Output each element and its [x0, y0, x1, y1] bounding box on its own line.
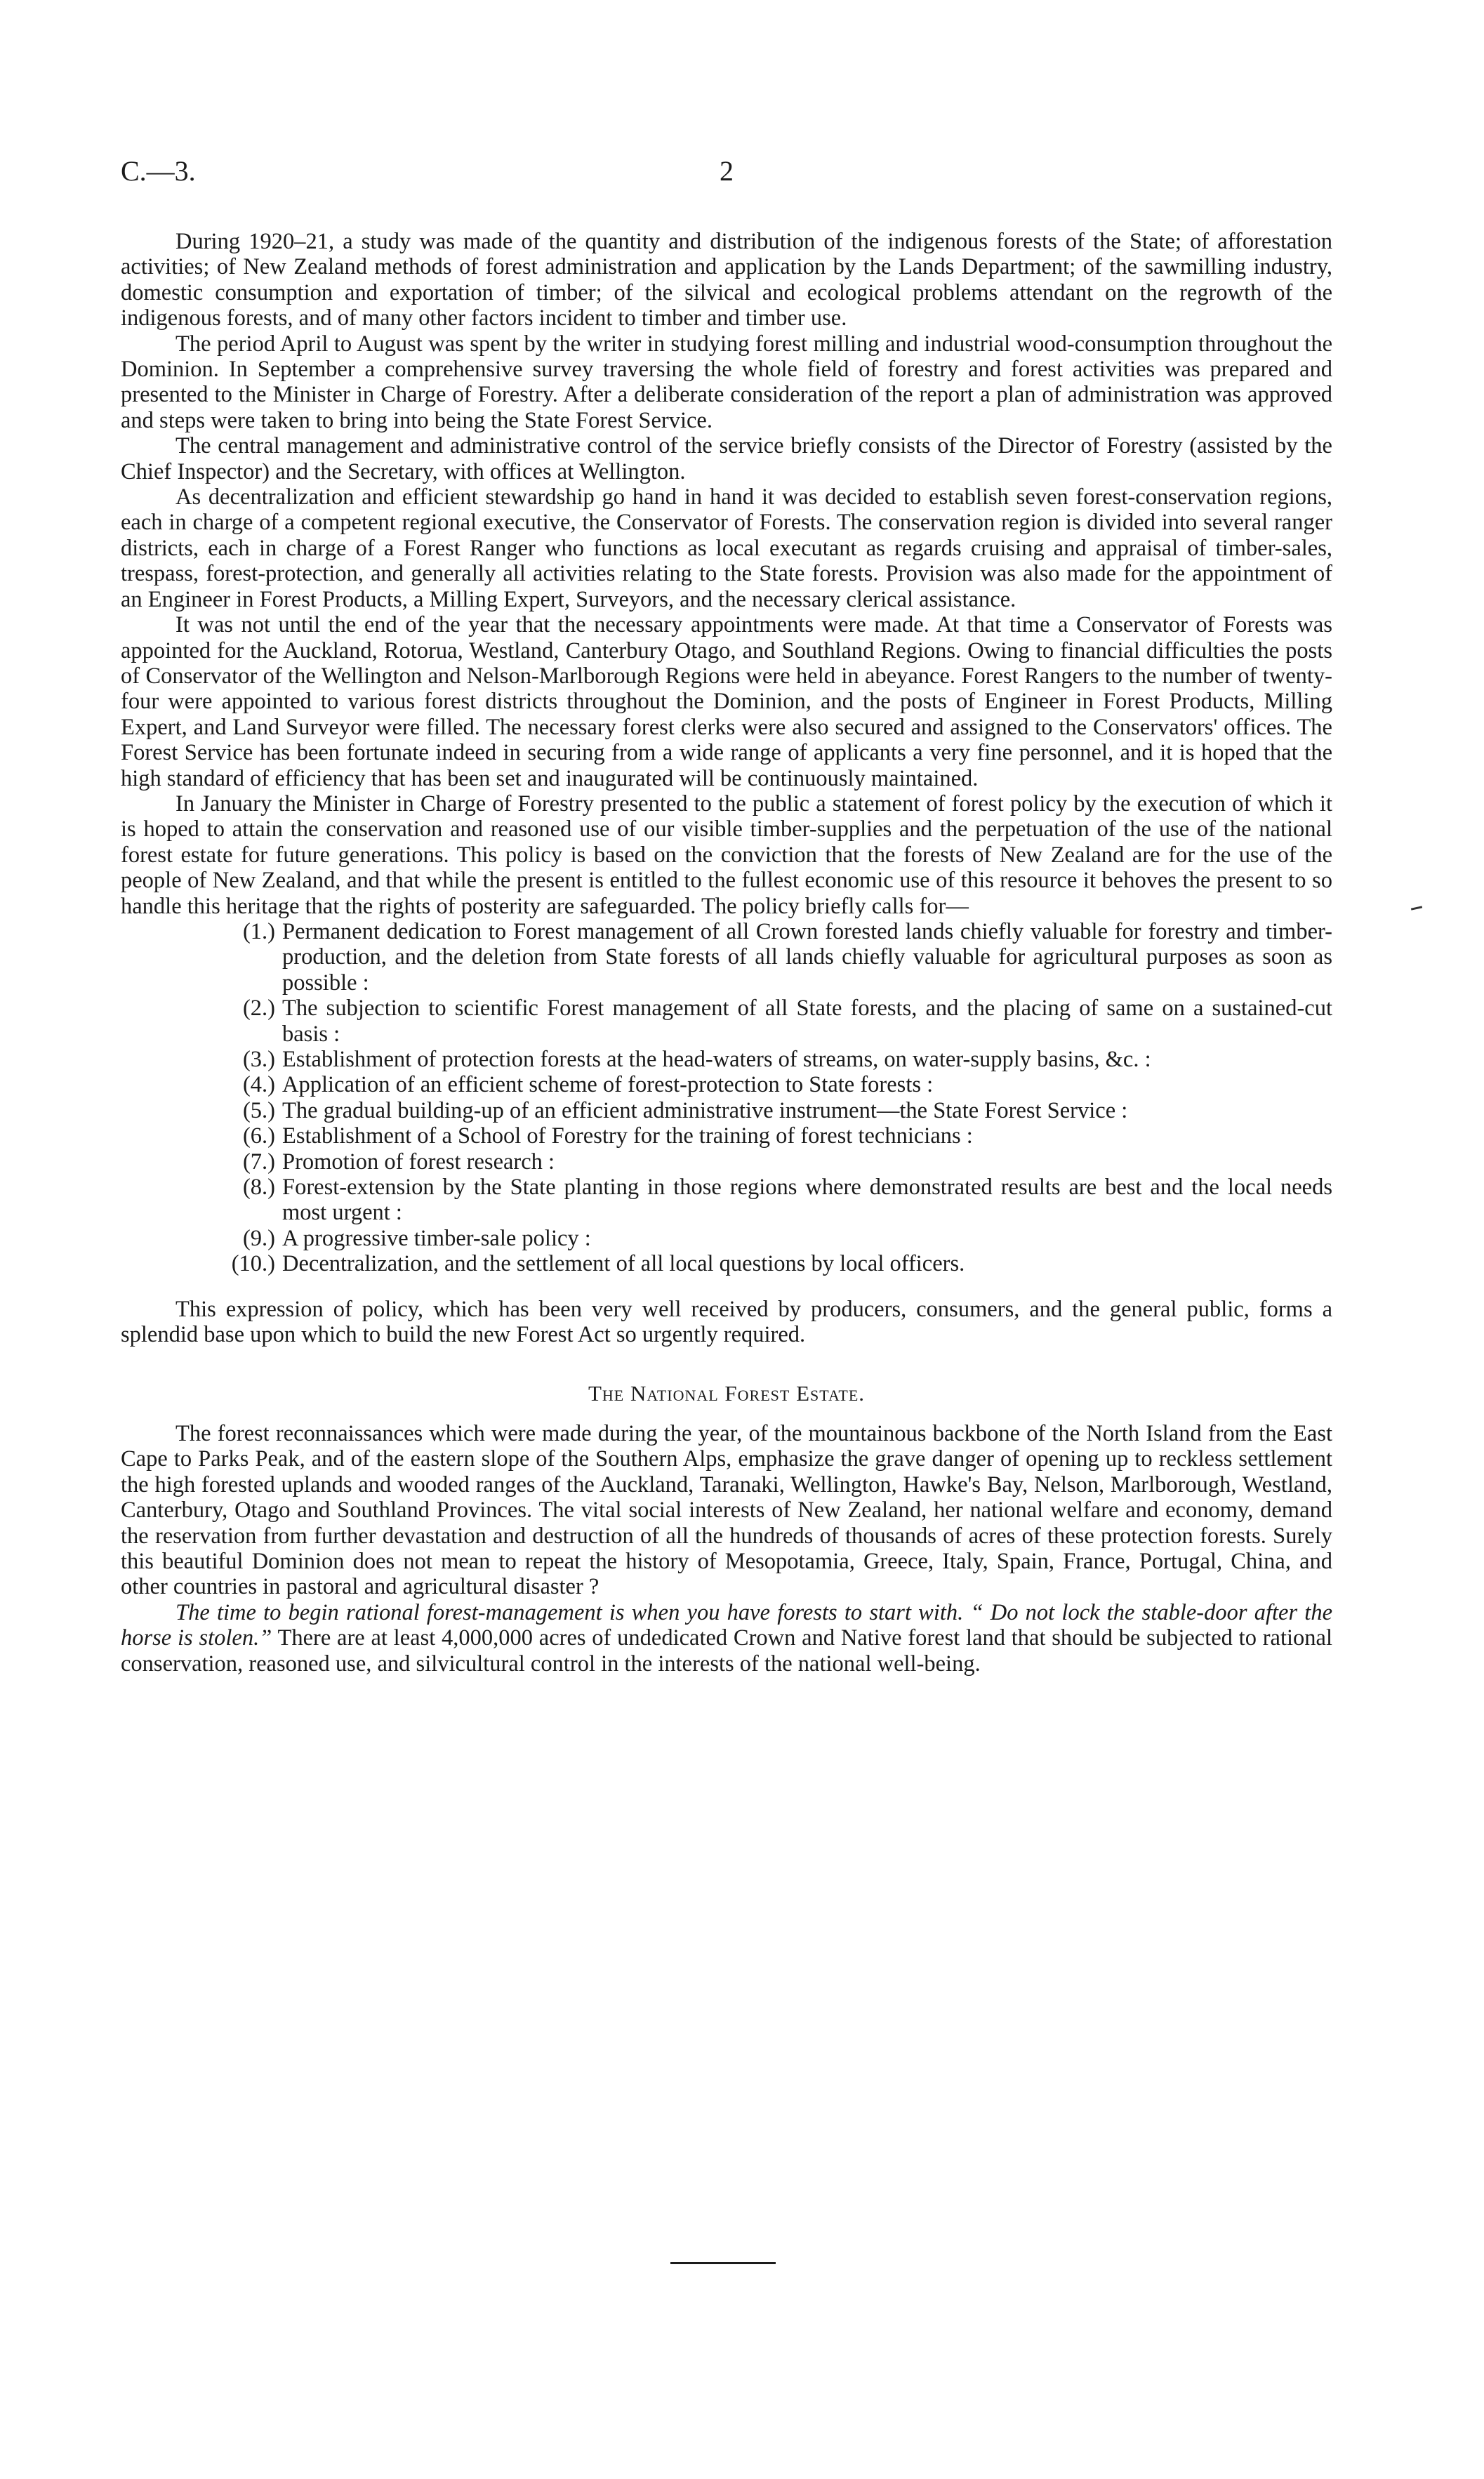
list-item — [121, 1047, 1332, 1072]
paragraph-reconnaissances: The forest reconnaissances which were made during the year, of the mountainous backbone of the North Island from the East Cape to Parks Peak, and of the eastern slope of the Southern Alps, emphasize the grave danger of opening up to reckless settlement the high forested uplands and wooded ranges of the Auckland, Taranaki, Wellington, Hawke's Bay, Nelson, Marlborough, Westland, Canterbury, Otago and Southland Provinces. The vital social interests of New Zealand, her national welfare and economy, demand the reservation from further devastation and destruction of all the hundreds of thousands of acres of these protection forests. Surely this beautiful Dominion does not mean to repeat the history of Mesopotamia, Greece, Italy, Spain, France, Portugal, China, and other countries in pastoral and agricultural disaster ? — [121, 1420, 1332, 1600]
paragraph-policy-conclusion: This expression of policy, which has been very well received by producers, consumers, and the general public, forms a splendid base upon which to build the new Forest Act so urgently required. — [121, 1296, 1332, 1348]
paragraph-rest: There are at least 4,000,000 acres of undedicated Crown and Native forest land that should be subjected to rational conservation, reasoned use, and silvicultural control in the interests of the national well-being. — [121, 1625, 1332, 1677]
list-item-number: (1.) — [242, 918, 275, 944]
paragraph-decentralization: As decentralization and efficient stewardship go hand in hand it was decided to establish seven forest-conservation regions, each in charge of a competent regional executive, the Conservator of Forests. The conservation region is divided into several ranger districts, each in charge of a Forest Ranger who functions as local executant as regards cruising and appraisal of timber-sales, trespass, forest-protection, and generally all activities relating to the State forests. Provision was also made for the appointment of an Engineer in Forest Products, a Milling Expert, Surveyors, and the necessary clerical assistance. — [121, 484, 1332, 612]
list-item-number: (8.) — [242, 1175, 275, 1201]
list-item-number: (10.) — [231, 1251, 275, 1277]
paragraph-appointments: It was not until the end of the year that the necessary appointments were made. At that time a Conservator of Forests was appointed for the Auckland, Rotorua, Westland, Canterbury Otago, and Southland Regions. Owing to financial difficulties the posts of Conservator of the Wellington and Nelson-Marlborough Regions were held in abeyance. Forest Rangers to the number of twenty-four were appointed to various forest districts throughout the Dominion, and the posts of Engineer in Forest Products, Milling Expert, and Land Surveyor were filled. The necessary forest clerks were also secured and assigned to the Conservators' offices. The Forest Service has been fortunate indeed in securing from a wide range of applicants a very fine personnel, and it is hoped that the high standard of efficiency that has been set and inaugurated will be continuously maintained. — [121, 612, 1332, 791]
italic-quote: The time to begin rational forest-management is when you have forests to start with. “ Do not lock the stable-door after the horse is stolen.” — [121, 1599, 1332, 1651]
list-item-text: A progressive timber-sale policy : — [282, 1225, 591, 1251]
document-reference: C.—3. — [121, 155, 196, 187]
list-item-text: The gradual building-up of an efficient administrative instrument—the State Forest Service : — [282, 1097, 1128, 1123]
page-header — [121, 154, 1332, 197]
document-body — [121, 229, 1332, 1677]
list-item-text: The subjection to scientific Forest management of all State forests, and the placing of same on a sustained-cut basis : — [282, 996, 1332, 1047]
list-item-text: Promotion of forest research : — [282, 1149, 555, 1175]
section-heading: The National Forest Estate. — [588, 1381, 866, 1406]
list-item-number: (5.) — [242, 1097, 275, 1123]
list-item — [121, 1072, 1332, 1097]
list-item-text: Permanent dedication to Forest management of all Crown forested lands chiefly valuable for forestry and timber-production, and the deletion from State forests of all lands chiefly valuable for agricultural purposes as soon as possible : — [282, 918, 1332, 996]
list-item — [121, 1098, 1332, 1123]
paragraph-central-management: The central management and administrative control of the service briefly consists of the Director of Forestry (assisted by the Chief Inspector) and the Secretary, with offices at Wellington. — [121, 433, 1332, 484]
list-item — [121, 1226, 1332, 1251]
list-item — [121, 996, 1332, 1047]
list-item — [121, 1149, 1332, 1175]
margin-mark — [1411, 906, 1422, 910]
list-item — [121, 1123, 1332, 1149]
list-item-number: (3.) — [242, 1047, 275, 1072]
end-rule — [670, 2262, 776, 2264]
list-item-number: (7.) — [242, 1149, 275, 1175]
policy-list — [121, 919, 1332, 1277]
list-item-text: Establishment of protection forests at the head-waters of streams, on water-supply basins, &c. : — [282, 1047, 1151, 1072]
list-item-number: (2.) — [242, 996, 275, 1022]
list-item-text: Application of an efficient scheme of forest-protection to State forests : — [282, 1072, 934, 1098]
page-number: 2 — [720, 155, 734, 187]
list-item-text: Forest-extension by the State planting in those regions where demonstrated results are best and the local needs most urgent : — [282, 1175, 1332, 1226]
list-item — [121, 919, 1332, 996]
paragraph-study-1920: During 1920–21, a study was made of the quantity and distribution of the indigenous forests of the State; of afforestation activities; of New Zealand methods of forest administration and application by the Lands Department; of the sawmilling industry, domestic consumption and exportation of timber; of the silvical and ecological problems attendant on the regrowth of the indigenous forests, and of many other factors incident to timber and timber use. — [121, 229, 1332, 331]
paragraph-april-august: The period April to August was spent by the writer in studying forest milling and industrial wood-consumption throughout the Dominion. In September a comprehensive survey traversing the whole field of forestry and forest activities was prepared and presented to the Minister in Charge of Forestry. After a deliberate consideration of the report a plan of administration was approved and steps were taken to bring into being the State Forest Service. — [121, 331, 1332, 433]
list-item-number: (9.) — [242, 1225, 275, 1251]
paragraph-rational-management — [121, 1600, 1332, 1677]
list-item — [121, 1175, 1332, 1226]
list-item — [121, 1251, 1332, 1276]
paragraph-forest-policy: In January the Minister in Charge of Forestry presented to the public a statement of forest policy by the execution of which it is hoped to attain the conservation and reasoned use of our visible timber-supplies and the perpetuation of the use of the national forest estate for future generations. This policy is based on the conviction that the forests of New Zealand are for the use of the people of New Zealand, and that while the present is entitled to the fullest economic use of this resource it behoves the present to so handle this heritage that the rights of posterity are safeguarded. The policy briefly calls for— — [121, 791, 1332, 919]
list-item-text: Establishment of a School of Forestry for the training of forest technicians : — [282, 1123, 973, 1149]
list-item-number: (6.) — [242, 1123, 275, 1149]
list-item-text: Decentralization, and the settlement of all local questions by local officers. — [282, 1251, 965, 1277]
list-item-number: (4.) — [242, 1072, 275, 1098]
